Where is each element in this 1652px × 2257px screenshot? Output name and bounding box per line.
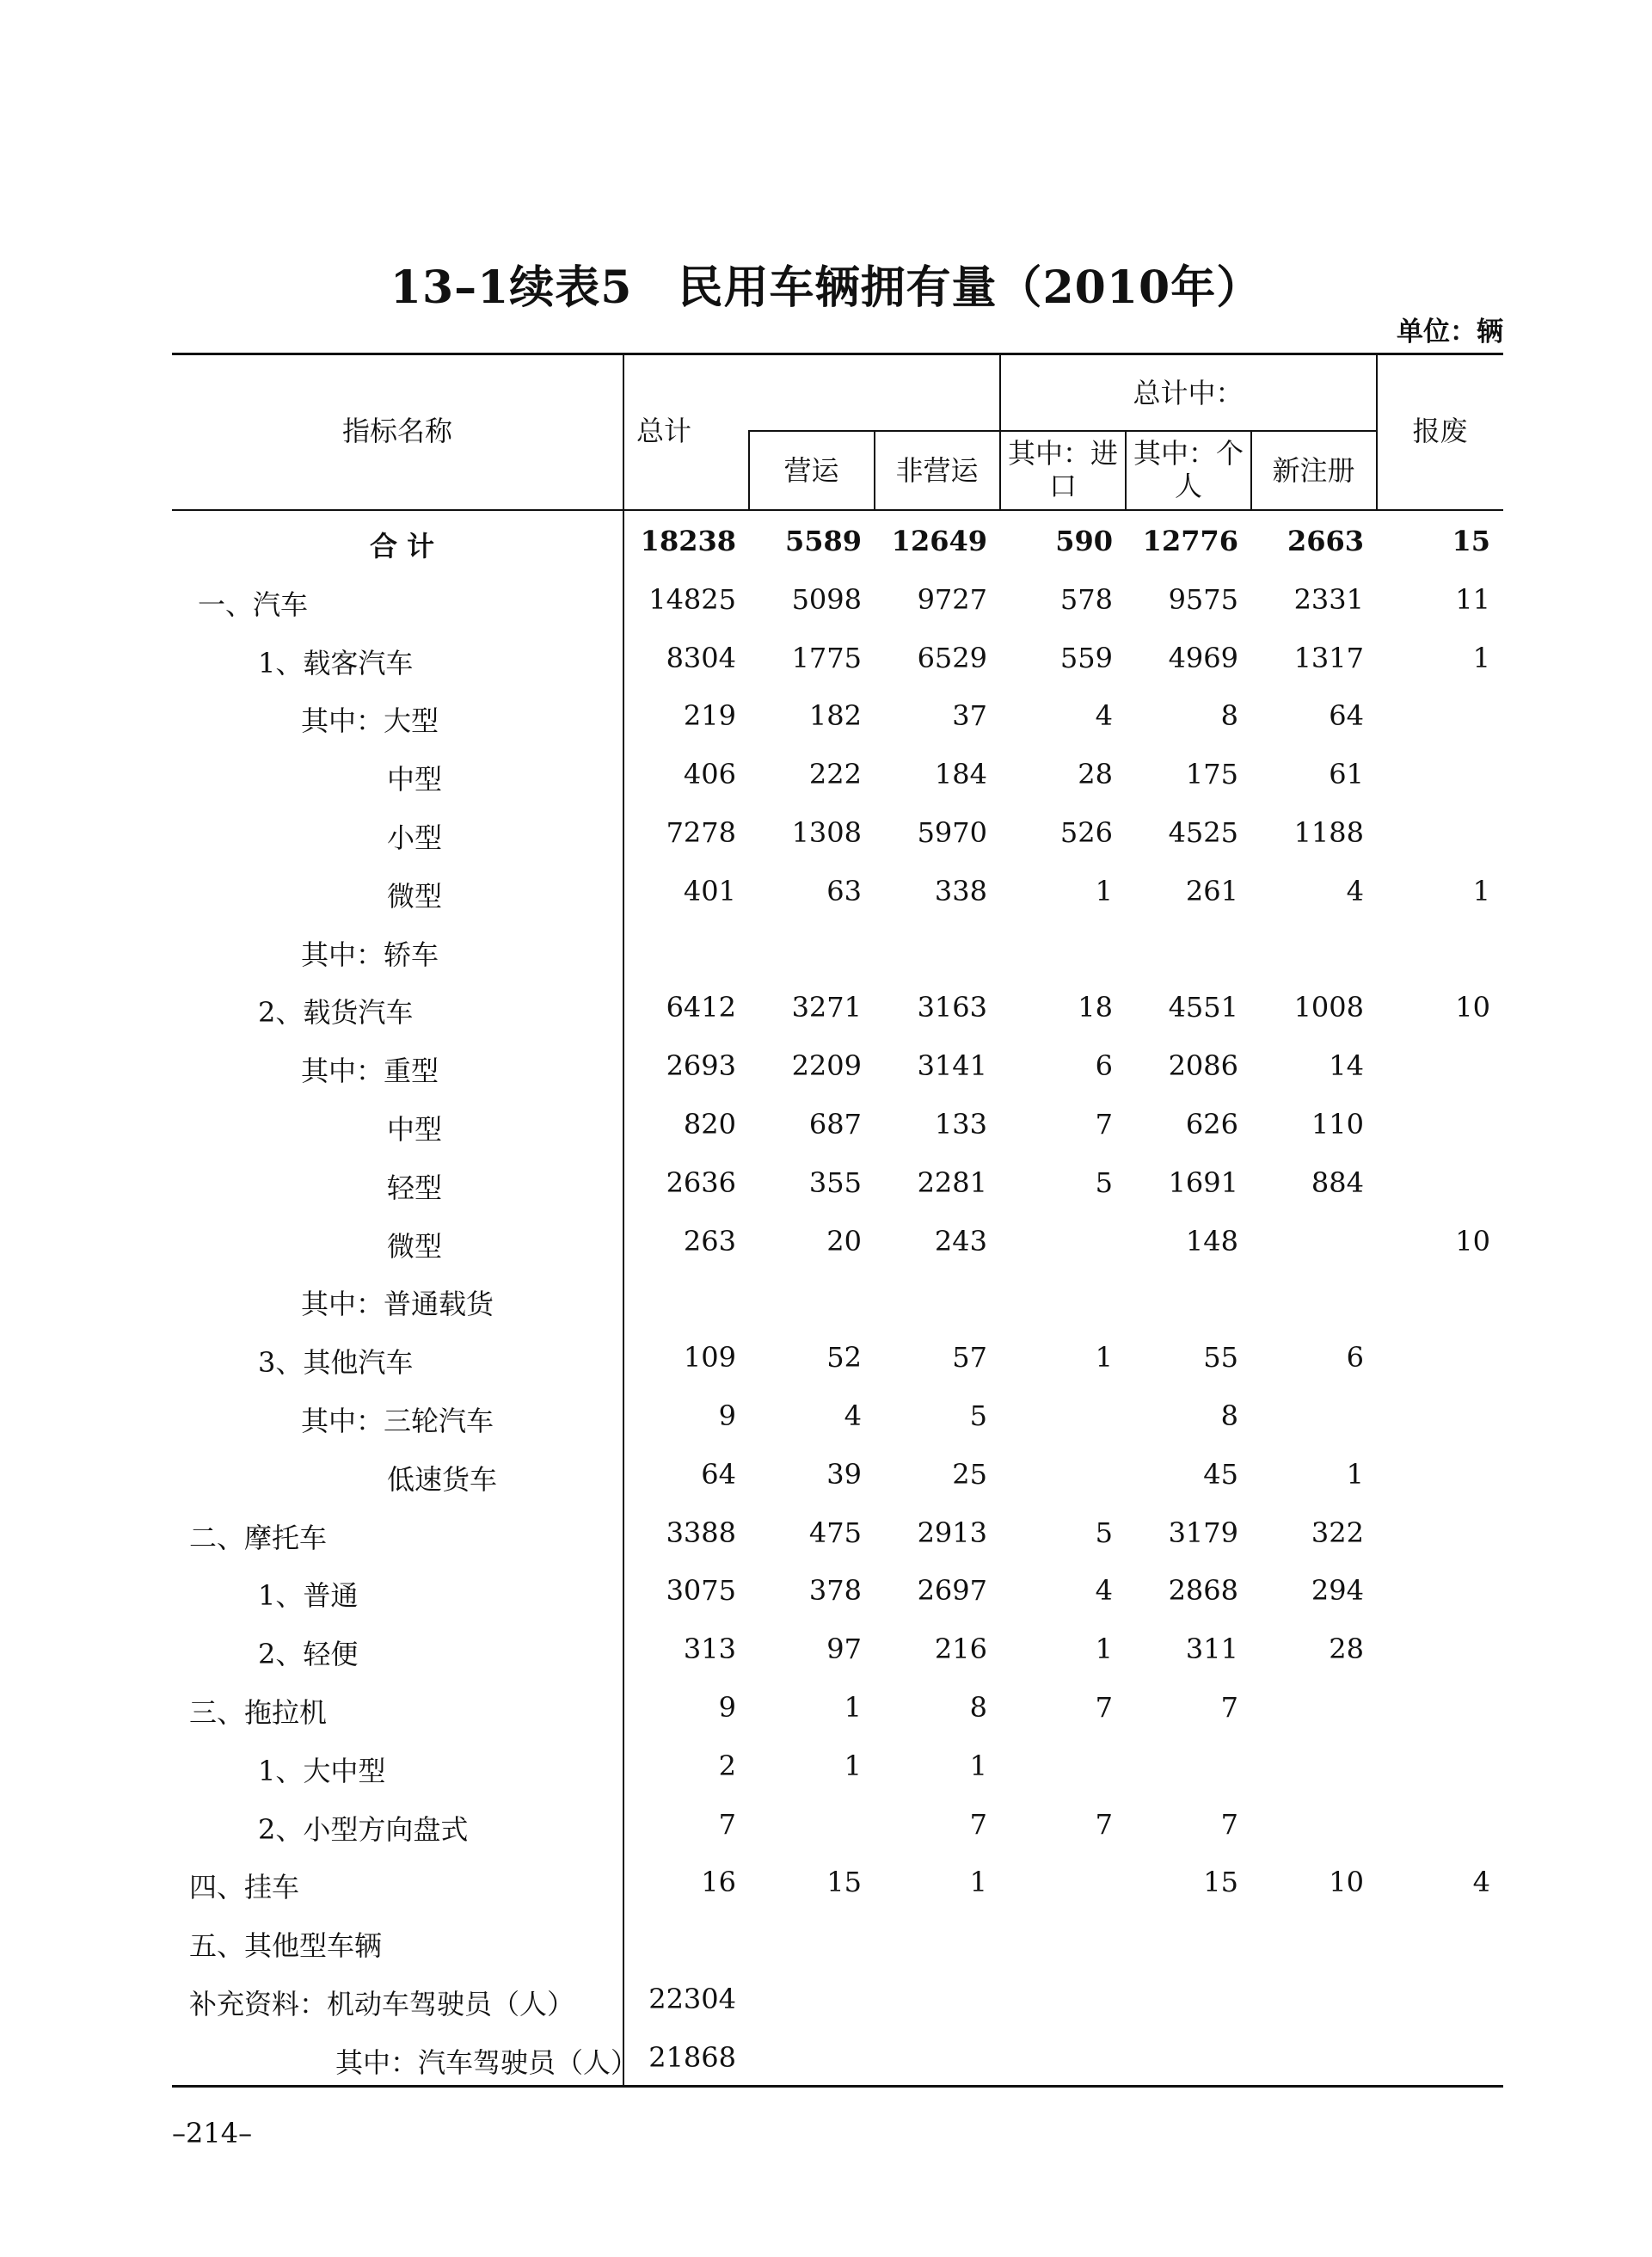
row-label: 小型 xyxy=(387,821,443,854)
row-value: 11 xyxy=(1455,582,1490,616)
table-row xyxy=(172,979,1503,1037)
row-label: 五、其他型车辆 xyxy=(189,1929,383,1963)
table-row xyxy=(172,571,1503,630)
row-value: 2281 xyxy=(917,1165,987,1199)
unit-label: 单位：辆 xyxy=(1397,317,1503,347)
row-value: 5970 xyxy=(917,816,987,849)
row-label: 其中：大型 xyxy=(301,704,439,738)
header-of-total: 总计中： xyxy=(1133,377,1244,409)
header-non-operating: 非营运 xyxy=(895,454,979,487)
row-value: 216 xyxy=(934,1633,987,1666)
row-value: 14825 xyxy=(648,582,736,616)
row-value: 9 xyxy=(718,1691,736,1724)
row-value: 1 xyxy=(969,1866,987,1899)
row-value: 5098 xyxy=(791,582,862,616)
row-value: 2636 xyxy=(666,1165,736,1199)
table-row xyxy=(172,1912,1503,1971)
row-value: 243 xyxy=(934,1224,987,1258)
row-value: 2913 xyxy=(917,1516,987,1549)
row-value: 4 xyxy=(1346,874,1364,907)
row-value: 3141 xyxy=(917,1049,987,1083)
row-value: 6529 xyxy=(917,641,987,674)
row-value: 559 xyxy=(1059,641,1113,674)
row-value: 626 xyxy=(1185,1108,1238,1141)
row-value: 12649 xyxy=(891,525,987,557)
table-row xyxy=(172,863,1503,921)
row-value: 1691 xyxy=(1168,1165,1238,1199)
row-value: 21868 xyxy=(648,2040,736,2074)
row-label: 低速货车 xyxy=(387,1462,498,1496)
row-value: 1 xyxy=(844,1749,862,1782)
header-bottom-rule xyxy=(172,509,1503,511)
row-value: 182 xyxy=(808,699,862,733)
table-row xyxy=(172,1037,1503,1096)
row-label: 其中：重型 xyxy=(301,1055,439,1088)
row-value: 1308 xyxy=(791,816,862,849)
row-value: 2209 xyxy=(791,1049,862,1083)
row-value: 263 xyxy=(683,1224,736,1258)
row-value: 18238 xyxy=(640,525,736,557)
row-value: 97 xyxy=(826,1633,862,1666)
row-value: 2 xyxy=(718,1749,736,1782)
row-label: 其中：普通载货 xyxy=(301,1288,494,1321)
table-row xyxy=(172,1329,1503,1387)
row-value: 261 xyxy=(1185,874,1238,907)
row-label: 1、载客汽车 xyxy=(258,646,414,680)
row-value: 39 xyxy=(826,1457,862,1491)
row-value: 10 xyxy=(1455,991,1490,1024)
row-value: 1 xyxy=(1346,1457,1364,1491)
row-value: 52 xyxy=(826,1341,862,1374)
table-row xyxy=(172,1154,1503,1213)
table-top-rule xyxy=(172,353,1503,355)
row-value: 1 xyxy=(1095,874,1113,907)
row-value: 12776 xyxy=(1142,525,1238,557)
row-value: 28 xyxy=(1078,758,1113,791)
row-value: 1775 xyxy=(791,641,862,674)
header-indicator: 指标名称 xyxy=(341,415,452,447)
page-title: 13–1续表5 民用车辆拥有量（2010年） xyxy=(390,261,1262,314)
header-scrapped: 报废 xyxy=(1412,415,1468,447)
row-value: 15 xyxy=(1452,525,1490,557)
row-value: 7 xyxy=(1220,1691,1238,1724)
row-value: 590 xyxy=(1055,525,1113,557)
table-row xyxy=(172,513,1503,571)
row-value: 526 xyxy=(1059,816,1113,849)
row-value: 7 xyxy=(969,1807,987,1841)
table-row xyxy=(172,1270,1503,1329)
row-value: 4 xyxy=(1095,699,1113,733)
row-value: 8 xyxy=(1220,1399,1238,1432)
row-value: 884 xyxy=(1311,1165,1364,1199)
row-value: 10 xyxy=(1329,1866,1364,1899)
row-value: 10 xyxy=(1455,1224,1490,1258)
row-value: 184 xyxy=(934,758,987,791)
row-label: 2、轻便 xyxy=(258,1638,359,1671)
row-value: 6 xyxy=(1095,1049,1113,1083)
row-value: 64 xyxy=(1329,699,1364,733)
row-value: 2693 xyxy=(666,1049,736,1083)
row-value: 1 xyxy=(1095,1633,1113,1666)
row-label: 其中：汽车驾驶员（人） xyxy=(335,2045,639,2079)
row-value: 45 xyxy=(1203,1457,1238,1491)
row-value: 7 xyxy=(1095,1108,1113,1141)
row-value: 1317 xyxy=(1293,641,1364,674)
row-value: 5 xyxy=(1095,1516,1113,1549)
row-label: 轻型 xyxy=(387,1171,443,1204)
row-value: 64 xyxy=(701,1457,736,1491)
row-label: 微型 xyxy=(387,1229,443,1263)
table-row xyxy=(172,1562,1503,1620)
row-label: 一、汽车 xyxy=(198,587,309,621)
row-value: 14 xyxy=(1329,1049,1364,1083)
row-value: 28 xyxy=(1329,1633,1364,1666)
row-value: 311 xyxy=(1185,1633,1238,1666)
row-label: 微型 xyxy=(387,879,443,913)
row-value: 15 xyxy=(826,1866,862,1899)
table-row xyxy=(172,1446,1503,1504)
table-row xyxy=(172,804,1503,863)
row-value: 25 xyxy=(952,1457,987,1491)
row-value: 61 xyxy=(1329,758,1364,791)
table-row xyxy=(172,1679,1503,1737)
row-value: 175 xyxy=(1185,758,1238,791)
row-label: 中型 xyxy=(387,1113,443,1146)
row-value: 1 xyxy=(844,1691,862,1724)
row-label: 补充资料：机动车驾驶员（人） xyxy=(189,1988,575,2020)
row-value: 2868 xyxy=(1168,1574,1238,1608)
row-value: 4 xyxy=(1095,1574,1113,1608)
row-value: 4969 xyxy=(1168,641,1238,674)
row-value: 2697 xyxy=(917,1574,987,1608)
row-label: 1、普通 xyxy=(258,1579,359,1613)
row-value: 355 xyxy=(808,1165,862,1199)
row-value: 15 xyxy=(1203,1866,1238,1899)
row-value: 8304 xyxy=(666,641,736,674)
row-value: 6 xyxy=(1346,1341,1364,1374)
table-row xyxy=(172,1737,1503,1796)
row-value: 294 xyxy=(1311,1574,1364,1608)
row-label: 1、大中型 xyxy=(258,1754,386,1787)
row-value: 820 xyxy=(683,1108,736,1141)
row-value: 2331 xyxy=(1293,582,1364,616)
table-row xyxy=(172,630,1503,688)
row-value: 110 xyxy=(1311,1108,1364,1141)
row-value: 3075 xyxy=(666,1574,736,1608)
header-imported: 其中：进口 xyxy=(1007,437,1118,502)
table-row xyxy=(172,1213,1503,1271)
row-label: 三、拖拉机 xyxy=(189,1696,328,1729)
header-private: 其中：个人 xyxy=(1133,437,1244,502)
row-value: 5 xyxy=(1095,1165,1113,1199)
row-value: 338 xyxy=(934,874,987,907)
row-value: 1 xyxy=(1095,1341,1113,1374)
page-number: –214– xyxy=(172,2117,253,2149)
row-value: 4 xyxy=(1472,1866,1490,1899)
row-value: 1188 xyxy=(1293,816,1364,849)
row-value: 1008 xyxy=(1293,991,1364,1024)
row-value: 2663 xyxy=(1287,525,1364,557)
row-value: 9 xyxy=(718,1399,736,1432)
table-row xyxy=(172,1387,1503,1446)
row-value: 406 xyxy=(683,758,736,791)
row-value: 4551 xyxy=(1168,991,1238,1024)
row-value: 2086 xyxy=(1168,1049,1238,1083)
row-value: 7 xyxy=(718,1807,736,1841)
row-value: 63 xyxy=(826,874,862,907)
row-value: 475 xyxy=(808,1516,862,1549)
divider-imported-col xyxy=(1125,430,1127,511)
row-value: 1 xyxy=(1472,641,1490,674)
row-value: 7 xyxy=(1095,1807,1113,1841)
row-value: 3163 xyxy=(917,991,987,1024)
row-value: 57 xyxy=(952,1341,987,1374)
row-value: 148 xyxy=(1185,1224,1238,1258)
row-value: 22304 xyxy=(648,1983,736,2015)
row-value: 3388 xyxy=(666,1516,736,1549)
row-value: 9727 xyxy=(917,582,987,616)
header-mid-rule xyxy=(1000,430,1378,432)
row-value: 7 xyxy=(1220,1807,1238,1841)
row-value: 18 xyxy=(1078,991,1113,1024)
row-value: 8 xyxy=(969,1691,987,1724)
table-row xyxy=(172,1620,1503,1679)
row-value: 3271 xyxy=(791,991,862,1024)
table-row xyxy=(172,2029,1503,2088)
row-label: 中型 xyxy=(387,763,443,796)
row-value: 20 xyxy=(826,1224,862,1258)
row-label: 2、小型方向盘式 xyxy=(258,1812,469,1846)
row-label: 二、摩托车 xyxy=(189,1521,328,1554)
row-value: 16 xyxy=(701,1866,736,1899)
table-row xyxy=(172,746,1503,804)
row-value: 1 xyxy=(1472,874,1490,907)
row-label: 2、载货汽车 xyxy=(258,996,414,1030)
header-operating: 营运 xyxy=(783,454,839,487)
row-value: 578 xyxy=(1059,582,1113,616)
row-value: 37 xyxy=(952,699,987,733)
table-row xyxy=(172,1796,1503,1854)
row-value: 7 xyxy=(1095,1691,1113,1724)
row-value: 8 xyxy=(1220,699,1238,733)
row-value: 1 xyxy=(969,1749,987,1782)
table-row xyxy=(172,1504,1503,1563)
row-value: 5 xyxy=(969,1399,987,1432)
row-value: 378 xyxy=(808,1574,862,1608)
row-value: 7278 xyxy=(666,816,736,849)
row-value: 55 xyxy=(1203,1341,1238,1374)
row-label: 3、其他汽车 xyxy=(258,1346,414,1380)
row-value: 5589 xyxy=(784,525,862,557)
table-row xyxy=(172,1854,1503,1912)
row-value: 313 xyxy=(683,1633,736,1666)
row-value: 109 xyxy=(683,1341,736,1374)
header-new-registered: 新注册 xyxy=(1272,454,1355,487)
row-value: 4 xyxy=(844,1399,862,1432)
row-value: 9575 xyxy=(1168,582,1238,616)
header-total: 总计 xyxy=(636,415,692,447)
row-label: 合 计 xyxy=(370,530,435,563)
row-value: 3179 xyxy=(1168,1516,1238,1549)
row-value: 219 xyxy=(683,699,736,733)
row-value: 401 xyxy=(683,874,736,907)
row-value: 6412 xyxy=(666,991,736,1024)
row-value: 133 xyxy=(934,1108,987,1141)
row-value: 687 xyxy=(808,1108,862,1141)
row-value: 222 xyxy=(808,758,862,791)
table-row xyxy=(172,921,1503,980)
table-row xyxy=(172,1096,1503,1154)
row-value: 322 xyxy=(1311,1516,1364,1549)
row-label: 四、挂车 xyxy=(189,1871,300,1904)
table-row xyxy=(172,687,1503,746)
row-label: 其中：轿车 xyxy=(301,938,439,971)
row-value: 4525 xyxy=(1168,816,1238,849)
row-label: 其中：三轮汽车 xyxy=(301,1405,494,1437)
table-row xyxy=(172,1971,1503,2029)
